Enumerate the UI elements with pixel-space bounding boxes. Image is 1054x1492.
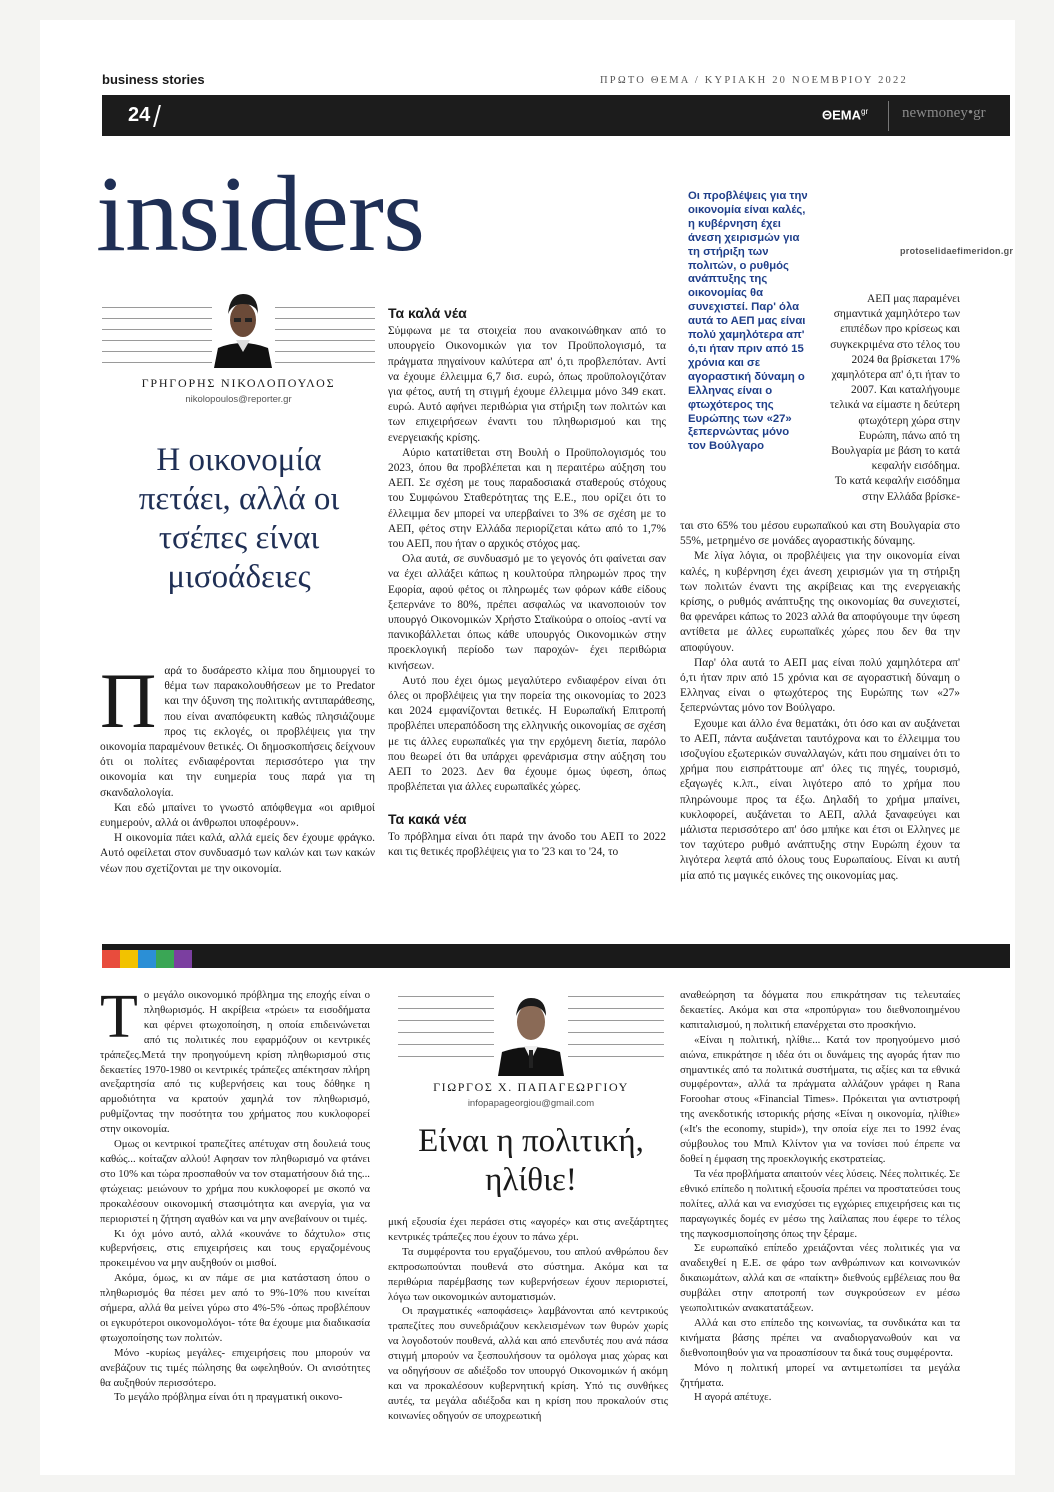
page-number-slash (153, 105, 161, 127)
author2-name: ΓΙΩΡΓΟΣ Χ. ΠΑΠΑΓΕΩΡΓΙΟΥ (433, 1080, 629, 1094)
article2-col1-p3: Κι όχι μόνο αυτό, αλλά «κουνάνε το δάχτυλο» στις κυβερνήσεις, στις επιχειρήσεις και τους εργαζομένους προκειμένου να μην αυξηθούν οι μισθοί. (100, 1227, 370, 1270)
section-label: business stories (102, 72, 205, 87)
header-bar (102, 95, 1010, 136)
article1-col2-p1: Σύμφωνα με τα στοιχεία που ανακοινώθηκαν από το υπουργείο Οικονομικών για τον Προϋπολογισμό, τα πράγματα πηγαίνουν καλύτερα απ' ό,τι προβλεπόταν. Αντί να έχουμε έλλειμμα 6,7 δισ. ευρώ, όπως προϋπολογιζόταν για φέτος, αυτή τη στιγμή έχουμε έλλειμμα μόνο 349 εκατ. ευρώ. Αυτό αφήνει περιθώρια για στήριξη των πολιτών και των επιχειρήσεων έναντι του πληθωρισμού και της ενεργειακής κρίσης. (388, 325, 666, 444)
article2-column3 (680, 988, 960, 1405)
article2-col2-p3: Οι πραγματικές «αποφάσεις» λαμβάνονται από κεντρικούς τραπεζίτες που συνεδριάζουν κεκλεισμένων των θυρών χωρίς να λογοδοτούν πουθενά, αλλά και από επενδυτές που ανά πάσα στιγμή μπορούν να ξεσπουλήσουν τα ομόλογα μιας χώρας και να οδηγήσουν σε αδιέξοδο τον υπουργό Οικονομικών ή ακόμη και να προκαλέσουν κυβερνητική κρίση. Υπό τις συνθήκες αυτές, τα μεγάλα αδιέξοδα και η κρίση που προκαλούν στις κοινωνίες οδηγούν σε υποχρεωτική (388, 1305, 668, 1422)
author2-photo (496, 988, 566, 1076)
section-divider-bar (102, 944, 1010, 968)
watermark: protoselidaefimeridon.gr (900, 246, 1014, 256)
thema-logo (822, 107, 868, 122)
article1-column2 (388, 306, 666, 860)
article2-col1-p5: Μόνο -κυρίως μεγάλες- επιχειρήσεις που μπορούν να ανεβάζουν τις τιμές πώλησης θα ωφεληθούν. Οι ανισότητες θα αυξηθούν περισσότερο. (100, 1346, 370, 1389)
article2-col3-p6: Μόνο η πολιτική μπορεί να αντιμετωπίσει τα μεγάλα ζητήματα. (680, 1361, 960, 1389)
article1-col1-p2: Και εδώ μπαίνει το γνωστό απόφθεγμα «οι αριθμοί ευημερούν, αλλά οι άνθρωποι υποφέρουν». (100, 801, 375, 830)
author-name: ΓΡΗΓΟΡΗΣ ΝΙΚΟΛΟΠΟΥΛΟΣ (141, 376, 336, 390)
color-swatch-5 (174, 950, 192, 968)
article1-col2-p5: Το πρόβλημα είναι ότι παρά την άνοδο του ΑΕΠ το 2022 και τις θετικές προβλέψεις για το '23 και το '24, το (388, 830, 666, 858)
article2-col1-p1: ο μεγάλο οικονομικό πρόβλημα της εποχής είναι ο πληθωρισμός. Η ακρίβεια «τρώει» τα εισοδήματα και φέρνει φτωχοποίηση, η οποία επιδεινώνεται από τις πολιτικές που εφαρμόζουν οι κεντρικές τράπεζες.Μετά την προηγούμενη κρίση πληθωρισμού στις δεκαετίες 1970-1980 οι κεντρικές τράπεζες απέκτησαν πλήρη ανεξαρτησία από τις κυβερνήσεις και τους δόθηκε η αρμοδιότητα να κρατούν χαμηλά τον πληθωρισμό, ρυθμίζοντας την ποσότητα του χρήματος που κυκλοφορεί στην οικονομία. (100, 989, 370, 1136)
kicker-insiders: insiders (96, 155, 424, 274)
article1-col3-p4: Παρ' όλα αυτά το ΑΕΠ μας είναι πολύ χαμηλότερα απ' ό,τι ήταν πριν από 15 χρόνια και σε αγοραστική δύναμη ο Ελληνας είναι ο φτωχότερος της Ευρώπης των «27» ξεπερνώντας μόνο τον Βούλγαρο. (680, 656, 960, 715)
article1-col3-p2a: Το κατά κεφαλήν εισόδημα στην Ελλάδα βρίσκε- (834, 475, 960, 503)
pull-quote: Οι προβλέψεις για την οικονομία είναι καλές, η κυβέρνηση έχει άνεση χειρισμών για τη στήριξη των πολιτών, ο ρυθμός ανάπτυξης της οικονομίας θα συνεχιστεί. Παρ' όλα αυτά το ΑΕΠ μας είναι πολύ χαμηλότερα απ' ό,τι ήταν πριν από 15 χρόνια και σε αγοραστική δύναμη ο Ελληνας είναι ο φτωχότερος της Ευρώπης των «27» ξεπερνώντας μόνο τον Βούλγαρο (688, 190, 808, 453)
page-number: 24 (128, 104, 151, 126)
article2-column2 (388, 1215, 668, 1424)
thema-logo-sup: gr (861, 107, 869, 116)
author-photo (212, 282, 274, 368)
article1-col3-p5: Εχουμε και άλλο ένα θεματάκι, ότι όσο και αν αυξάνεται το ΑΕΠ, πάντα αυξάνεται ταυτόχρονα και το έλλειμμα του ισοζυγίου εξωτερικών συναλλαγών, κάτι που σημαίνει ότι το χρήμα που εισπράττουμε απ' όλες τις πηγές, τουρισμό, εξαγωγές κ.λπ., είναι λιγότερο από το χρήμα που πληρώνουμε προς τα έξω. Δηλαδή το χρήμα μπαίνει, κυκλοφορεί, αυξάνεται το ΑΕΠ, αλλά ξαναφεύγει και μάλιστα περισσότερο απ' όσο μπήκε και έτσι οι Ελληνες με τον ταχύτερο ρυθμό ανάπτυξης στην Ευρώπη έχουν τα λιγότερα λεφτά από όλους τους Ευρωπαίους. Είναι κι αυτή μία από τις μαγικές εικόνες της οικονομίας μας. (680, 717, 960, 882)
article2-col3-p2: «Είναι η πολιτική, ηλίθιε... Κατά τον προηγούμενο μισό αιώνα, επικράτησε η ιδέα ότι οι δυνάμεις της αγοράς ήταν πιο σημαντικές από τα πολιτικά συστήματα, τις αξίες και τα εθνικά συμφέροντα», αλλά τα πράγματα αλλάζουν γράφει η Rana Foroohar στους «Financial Times». Πρόκειται για αντιστροφή της ανεκδοτικής ιστορικής ρήσης «Είναι η οικονομία, ηλίθιε» («It's the economy, stupid»), την οποία είχε πει το 1992 ένας σύμβουλος του Μπιλ Κλίντον για να τονίσει πού έπρεπε να δοθεί η έμφαση της προεκλογικής εκστρατείας. (680, 1033, 960, 1165)
article2-col1-p6: Το μεγάλο πρόβλημα είναι ότι η πραγματική οικονο- (114, 1391, 343, 1404)
subhead-good-news: Τα καλά νέα (388, 305, 467, 321)
article1-col2-p4: Αυτό που έχει όμως μεγαλύτερο ενδιαφέρον είναι ότι όλες οι προβλέψεις για την πορεία της οικονομίας το 2023 και 2024 εμφανίζονται θετικές. Η Ευρωπαϊκή Επιτροπή προβλέπει υπεραπόδοση της ελληνικής οικονομίας σε σχέση με τις άλλες ευρωπαϊκές για την ερχόμενη διετία, παρόλο που θεωρεί ότι θα υπάρχει φρενάρισμα στην αύξηση του ΑΕΠ το 2023. Δεν θα έχουμε όμως ύφεση, όπως προβλέπεται για άλλες ευρωπαϊκές χώρες. (388, 674, 666, 794)
article1-column3 (680, 519, 960, 884)
author2-email: infopapageorgiou@gmail.com (467, 1098, 595, 1109)
article1-drop-cap: Π (100, 657, 157, 744)
masthead-date: ΠΡΩΤΟ ΘΕΜΑ / ΚΥΡΙΑΚΗ 20 ΝΟΕΜΒΡΙΟΥ 2022 (600, 75, 908, 86)
article2-drop-cap: Τ (100, 983, 138, 1051)
article1-col1-p1: αρά το δυσάρεστο κλίμα που δημιουργεί το θέμα των παρακολουθήσεων με το Predator και την όξυνση της πολιτικής αντιπαράθεσης, που είναι αναπόφευκτη καθώς πλησιάζουμε προς τις εκλογές, οι προβλέψεις για την οικονομία παραμένουν θετικές. Οι δημοσκοπήσεις δείχνουν ότι οι πολίτες ενδιαφέρονται περισσότερο για την οικονομία και την ευημερία τους παρά για τη σκανδαλολογία. (100, 665, 375, 799)
article1-col3-p1: ΑΕΠ μας παραμένει σημαντικά χαμηλότερο των επιπέδων προ κρίσεως και συγκεκριμένα στο τέλος του 2024 θα βρίσκεται 17% χαμηλότερα απ' ό,τι ήταν το 2007. Και καταλήγουμε τελικά να είμαστε η δεύτερη φτωχότερη χώρα στην Ευρώπη, πάνω από τη Βουλγαρία με βάση το κατά κεφαλήν εισόδημα. (829, 293, 960, 473)
article1-col3-p3: Με λίγα λόγια, οι προβλέψεις για την οικονομία είναι καλές, η κυβέρνηση έχει άνεση χειρισμών για τη στήριξη των πολιτών έναντι της ακρίβειας και της ενεργειακής κρίσης, ο ρυθμός ανάπτυξης της οικονομίας θα συνεχιστεί, θα φρενάρει κάπως το 2023 αλλά θα αποφύγουμε την ύφεση αντίθετα με άλλες ευρωπαϊκές χώρες που δεν θα την αποφύγουν. (680, 550, 960, 654)
article2-col3-p3: Τα νέα προβλήματα απαιτούν νέες λύσεις. Νέες πολιτικές. Σε εθνικό επίπεδο η πολιτική εξουσία πρέπει να προστατεύσει τους πολίτες, αλλά και να ενισχύσει τις εγχώριες επιχειρήσεις και τις παραγωγικές δομές εν μέσω της λαίλαπας που έφερε το τέλος της παγκοσμιοποίησης όπως την ξέραμε. (680, 1167, 960, 1240)
color-swatch-1 (102, 950, 120, 968)
article1-column3-top (820, 292, 960, 505)
article2-column1 (100, 983, 370, 1405)
newspaper-page (40, 20, 1015, 1475)
article2-col1-p4: Ακόμα, όμως, κι αν πάμε σε μια κατάσταση όπου ο πληθωρισμός θα πέσει μεν από το 9%-10% που κινείται σήμερα, αλλά θα μείνει γύρω στο 4%-5% -όπως προβλέπουν οι εγκυρότεροι οικονομολόγοι- τότε θα έχουμε μια διαδικασία φτωχοποίησης των πολιτών. (100, 1272, 370, 1344)
article2-col2-p2: Τα συμφέροντα του εργαζόμενου, του απλού ανθρώπου δεν εκπροσωπούνται πουθενά στο σύστημα. Ακόμα και τα περιθώρια παρέμβασης των κυβερνήσεων έχουν περιοριστεί, λόγω των οικονομικών αυτοματισμών. (388, 1245, 668, 1303)
article1-col2-p3: Ολα αυτά, σε συνδυασμό με το γεγονός ότι φαίνεται σαν να έχει αλλάξει κάπως η κουλτούρα πληρωμών προς την Εφορία, αφού φέτος οι πληρωμές των φόρων κάθε είδους ξεπερνάνε το 80%, πρέπει ασφαλώς να ικανοποιούν τον υπουργό Οικονομικών Χρήστο Σταϊκούρα ο οποίος -αντί να πανικοβάλλεται όπως κάθε υπουργός Οικονομικών στην προεκλογική περίοδο των παροχών- έχει περιθώρια κινήσεων. (388, 553, 666, 672)
subhead-bad-news: Τα κακά νέα (388, 810, 467, 827)
article1-headline: Η οικονομία πετάει, αλλά οι τσέπες είναι μισοάδειες (138, 442, 340, 595)
article1-col2-p2: Αύριο κατατίθεται στη Βουλή ο Προϋπολογισμός του 2023, όπου θα προβλέπεται και η περαιτέρω αύξηση του ΑΕΠ. Σε σχέση με τους παραδοσιακά σταθερούς στόχους του Συμφώνου Σταθερότητας της Ε.Ε., που ορίζει ότι το έλλειμμα δεν μπορεί να υπερβαίνει το 3% σε σχέση με το ΑΕΠ, φέτος στην Ελλάδα περιορίζεται κάτω από το 1,7% του ΑΕΠ, που ήταν ο αρχικός στόχος μας. (388, 446, 666, 551)
color-swatch-4 (156, 950, 174, 968)
thema-logo-text: ΘΕΜΑ (822, 107, 861, 123)
color-swatch-2 (120, 950, 138, 968)
article2-col1-p2: Ομως οι κεντρικοί τραπεζίτες απέτυχαν στη δουλειά τους καθώς... κοίταζαν αλλού! Αφησαν τον πληθωρισμό να φτάνει στο 10% και τώρα προσπαθούν να τον σταματήσουν διά της... φτώχειας: μειώνουν το χρήμα που κυκλοφορεί με σκοπό να προκαλέσουν οικονομική στασιμότητα και ανεργία, για να περιοριστεί η ζήτηση αγαθών και να μην ανεβαίνουν οι τιμές. (100, 1138, 370, 1225)
author-email: nikolopoulos@reporter.gr (185, 394, 292, 405)
article1-col3-p2: ται στο 65% του μέσου ευρωπαϊκού και στη Βουλγαρία στο 55%, μετρημένο σε μονάδες αγοραστικής δύναμης. (680, 520, 960, 548)
article2-col2-p1: μική εξουσία έχει περάσει στις «αγορές» και στις ανεξάρτητες κεντρικές τράπεζες που έχουν το πάνω χέρι. (388, 1216, 668, 1243)
article2-headline: Είναι η πολιτική, ηλίθιε! (418, 1123, 644, 1198)
logo-divider (888, 101, 889, 131)
color-swatch-3 (138, 950, 156, 968)
article1-col1-p3: Η οικονομία πάει καλά, αλλά εμείς δεν έχουμε φράγκο. Αυτό οφείλεται στον συνδυασμό των καλών και των κακών νέων που σχετίζονται με την οικονομία. (100, 832, 375, 875)
article2-col3-p1: αναθεώρηση τα δόγματα που επικράτησαν τις τελευταίες δεκαετίες. Ακόμα και στα «προπύργια» του διεθνοποιημένου καπιταλισμού, η πολιτική επανέρχεται στο προσκήνιο. (680, 989, 960, 1031)
article1-column1 (100, 657, 375, 877)
article2-col3-p7: Η αγορά απέτυχε. (694, 1391, 772, 1404)
article2-col3-p4: Σε ευρωπαϊκό επίπεδο χρειάζονται νέες πολιτικές για να αναδειχθεί η Ε.Ε. σε φάρο των ανθρώπινων και κοινωνικών δικαιωμάτων, αλλά και σε «παίκτη» διεθνούς εμβέλειας που θα συμβάλει στην αποτροπή των συγκρούσεων εν μέσω γεωπολιτικών ανακατατάξεων. (680, 1242, 960, 1315)
newmoney-logo: newmoney•gr (902, 105, 986, 121)
article2-col3-p5: Αλλά και στο επίπεδο της κοινωνίας, τα συνδικάτα και τα κινήματα βάσης πρέπει να αναδιοργανωθούν και να διεθνοποιηθούν για να προασπίσουν τα δικά τους συμφέροντα. (680, 1316, 960, 1359)
